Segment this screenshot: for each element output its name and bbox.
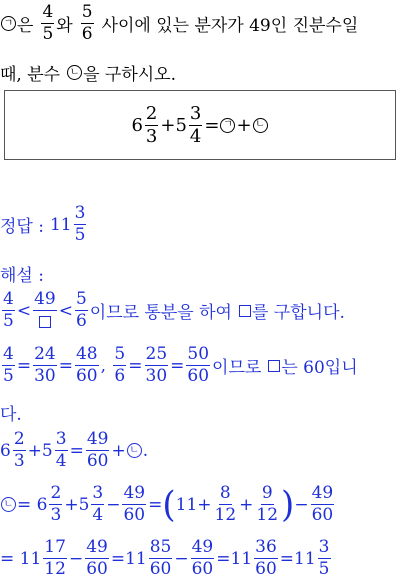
- blank-square-icon: [39, 316, 51, 328]
- question-line-1: [0, 4, 358, 43]
- explanation-line-3: 6 $\frac{2}{3}$ + 5 $\frac{3}{4}$ = $\frac{49}{60}$ + ㄴ .: [0, 429, 149, 471]
- text: 은: [17, 16, 34, 36]
- fraction: $\frac{5}{6}$: [81, 2, 93, 44]
- explanation-line-4: ㄴ = 6 $\frac{2}{3}$ + 5 $\frac{3}{4}$ − $\frac{49}{60}$ = ( 11 + $\frac{8}{12}$ + $\frac{9}{12}$ ) − $\frac{49}{60}$: [0, 485, 336, 524]
- whole-number: 5: [41, 440, 53, 461]
- fraction: 49: [33, 291, 57, 330]
- text: 와: [56, 16, 73, 36]
- circle-label-b-icon: ㄴ: [1, 497, 16, 512]
- explanation-line-1: $\frac{4}{5}$ < 49 < $\frac{5}{6}$ 이므로 통분을 하여 를 구합니다.: [3, 289, 345, 331]
- text: 때, 분수: [0, 65, 61, 85]
- explanation-line-5: = 11 $\frac{17}{12}$ − $\frac{49}{60}$ = 11 $\frac{85}{60}$ − $\frac{49}{60}$ = 11 $\frac{36}{60}$ = 11 $\frac{3}{5}$: [0, 537, 330, 579]
- whole-number: 6: [0, 440, 11, 461]
- fraction: $\frac{5}{6}$: [75, 289, 87, 331]
- fraction: $\frac{3}{5}$: [318, 537, 330, 579]
- text: 이므로: [212, 358, 262, 378]
- fraction: $\frac{49}{60}$: [191, 537, 214, 579]
- text: 을 구하시오.: [83, 65, 176, 85]
- text: 해설 :: [0, 266, 44, 286]
- fraction: $\frac{2}{3}$: [50, 483, 62, 525]
- explanation-line-2: $\frac{4}{5}$ = $\frac{24}{30}$ = $\frac{48}{60}$ , $\frac{5}{6}$ = $\frac{25}{30}$ = $\frac{50}{60}$ 이므로 는 60입니: [3, 344, 358, 386]
- answer-line: [0, 205, 88, 244]
- text: 다.: [0, 405, 22, 425]
- fraction: $\frac{36}{60}$: [255, 537, 277, 579]
- text: 사이에 있는 분자가 49인 진분수일: [101, 16, 359, 36]
- whole-number: 11: [49, 214, 72, 235]
- text: 는 60입니: [281, 358, 358, 378]
- circle-label-b-icon: ㄴ: [127, 443, 142, 458]
- whole-number: 6: [36, 494, 48, 515]
- question-line-2: [0, 60, 176, 85]
- circle-label-b-icon: ㄴ: [67, 65, 82, 80]
- whole-number: 11: [19, 548, 42, 569]
- explanation-line-2-cont: [0, 400, 22, 425]
- fraction: $\frac{49}{60}$: [311, 483, 334, 525]
- fraction: $\frac{48}{60}$: [75, 344, 98, 386]
- text: 를 구합니다.: [251, 303, 345, 323]
- equals-sign: =: [204, 114, 220, 136]
- fraction: $\frac{24}{30}$: [34, 344, 56, 386]
- fraction: $\frac{2}{3}$: [145, 102, 158, 147]
- plus-sign: +: [160, 114, 176, 136]
- fraction: $\frac{25}{30}$: [145, 344, 168, 386]
- whole-number: 11: [294, 548, 316, 569]
- fraction: $\frac{9}{12}$: [256, 483, 279, 525]
- fraction: $\frac{5}{6}$: [114, 344, 126, 386]
- circle-label-a-icon: ㄱ: [1, 16, 16, 31]
- whole-number: 11: [125, 548, 147, 569]
- fraction: $\frac{4}{5}$: [3, 344, 14, 386]
- fraction: $\frac{17}{12}$: [44, 537, 66, 579]
- circle-label-b-icon: ㄴ: [253, 118, 268, 133]
- whole-number: 5: [78, 494, 90, 515]
- fraction: $\frac{49}{60}$: [123, 483, 146, 525]
- fraction: $\frac{3}{4}$: [92, 483, 104, 525]
- fraction: $\frac{85}{60}$: [149, 537, 172, 579]
- answer-label: 정답 :: [0, 217, 44, 237]
- explanation-label: [0, 261, 44, 286]
- text: 이므로 통분을 하여: [89, 303, 232, 323]
- fraction: $\frac{2}{3}$: [13, 429, 25, 471]
- whole-number: 6: [131, 114, 143, 136]
- fraction: $\frac{3}{5}$: [74, 203, 86, 245]
- fraction: $\frac{50}{60}$: [187, 344, 210, 386]
- equation-box: [4, 90, 396, 160]
- fraction: $\frac{8}{12}$: [214, 483, 237, 525]
- fraction: $\frac{3}{4}$: [189, 102, 202, 147]
- fraction: $\frac{49}{60}$: [86, 429, 109, 471]
- fraction: $\frac{3}{4}$: [55, 429, 67, 471]
- plus-sign: +: [236, 114, 252, 136]
- blank-square-icon: [268, 360, 280, 372]
- blank-square-icon: [239, 305, 251, 317]
- fraction: $\frac{4}{5}$: [3, 289, 14, 331]
- whole-number: 11: [175, 494, 198, 515]
- fraction: $\frac{49}{60}$: [86, 537, 108, 579]
- whole-number: 5: [175, 114, 187, 136]
- fraction: $\frac{4}{5}$: [42, 2, 54, 44]
- whole-number: 11: [230, 548, 253, 569]
- text: .: [142, 440, 149, 461]
- circle-label-a-icon: ㄱ: [220, 118, 235, 133]
